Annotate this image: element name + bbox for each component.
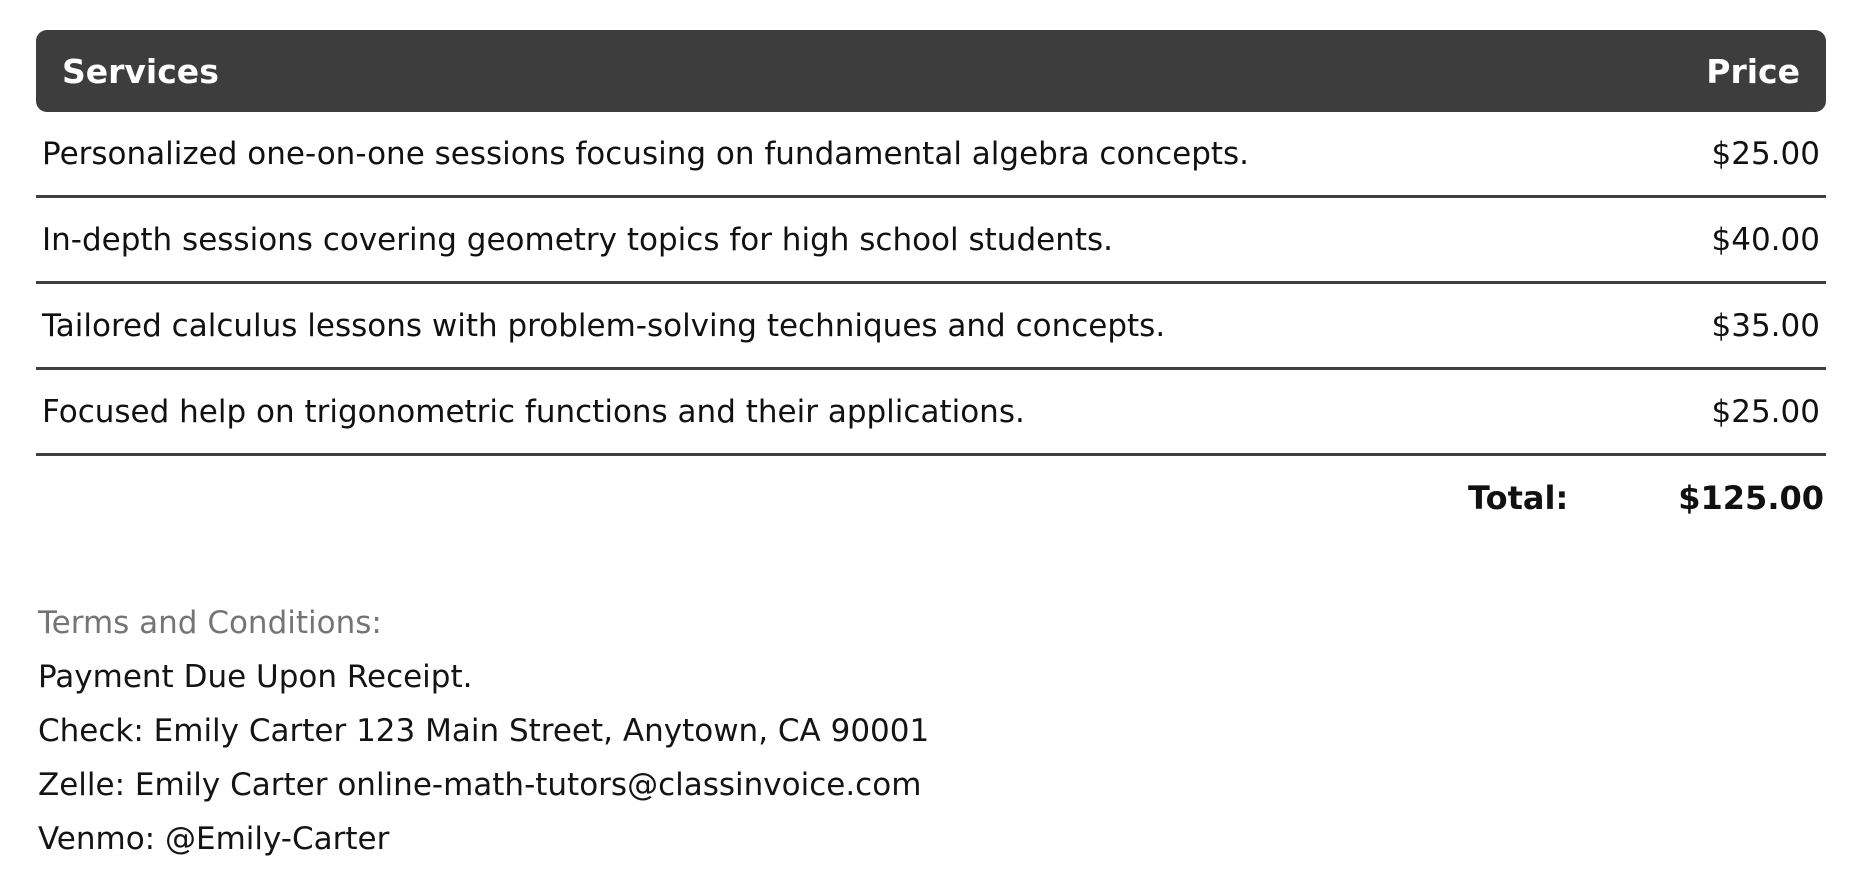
service-description: Focused help on trigonometric functions and their applications. — [42, 393, 1025, 430]
table-row — [36, 112, 1826, 198]
terms-line-venmo: Venmo: @Emily-Carter — [38, 821, 390, 857]
table-row — [36, 284, 1826, 370]
services-column-header: Services — [62, 51, 219, 91]
service-description: Tailored calculus lessons with problem-solving techniques and concepts. — [42, 307, 1166, 344]
terms-line-zelle: Zelle: Emily Carter online-math-tutors@classinvoice.com — [38, 767, 922, 803]
terms-line-check: Check: Emily Carter 123 Main Street, Anytown, CA 90001 — [38, 713, 930, 749]
terms-section — [36, 596, 1826, 866]
table-row — [36, 198, 1826, 284]
service-description: In-depth sessions covering geometry topics for high school students. — [42, 221, 1113, 258]
invoice-sheet — [36, 30, 1826, 866]
service-price: $35.00 — [1711, 307, 1820, 344]
price-column-header: Price — [1706, 51, 1800, 91]
service-price: $25.00 — [1711, 135, 1820, 172]
table-row — [36, 370, 1826, 456]
terms-line-payment: Payment Due Upon Receipt. — [38, 659, 473, 695]
service-description: Personalized one-on-one sessions focusing on fundamental algebra concepts. — [42, 135, 1250, 172]
total-row — [36, 456, 1826, 540]
service-price: $25.00 — [1711, 393, 1820, 430]
terms-heading: Terms and Conditions: — [38, 605, 382, 641]
total-value: $125.00 — [1678, 479, 1824, 517]
services-table-header — [36, 30, 1826, 112]
total-label: Total: — [1468, 479, 1569, 517]
service-price: $40.00 — [1711, 221, 1820, 258]
